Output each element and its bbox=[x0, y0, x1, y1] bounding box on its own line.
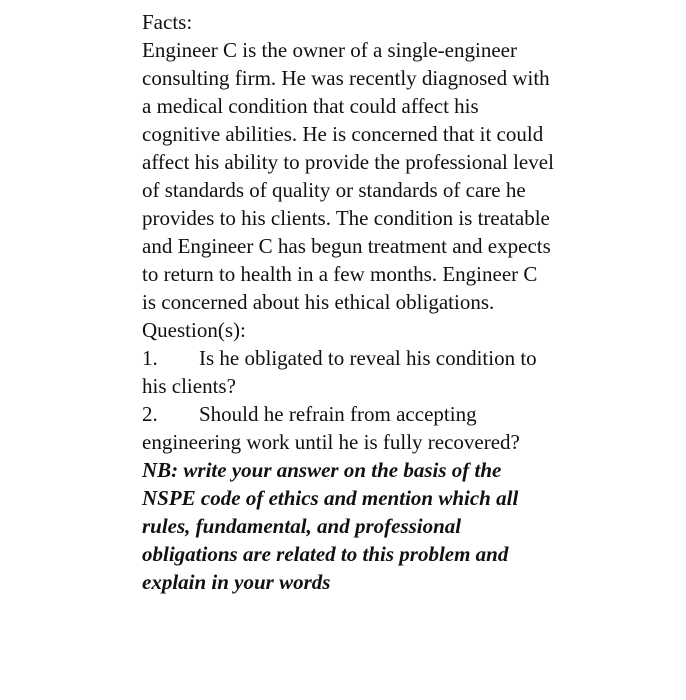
facts-paragraph bbox=[142, 36, 612, 316]
instruction-note bbox=[142, 456, 612, 596]
facts-line: provides to his clients. The condition is treatable bbox=[142, 206, 550, 230]
question-number: 2. bbox=[142, 402, 158, 426]
facts-line: and Engineer C has begun treatment and expects bbox=[142, 234, 551, 258]
note-line: rules, fundamental, and professional bbox=[142, 514, 462, 538]
question-text: Is he obligated to reveal his condition to bbox=[199, 346, 537, 370]
note-line: explain in your words bbox=[142, 570, 331, 594]
question-continuation: his clients? bbox=[142, 374, 236, 398]
question-2 bbox=[142, 400, 612, 456]
facts-line: a medical condition that could affect his bbox=[142, 94, 479, 118]
problem-statement bbox=[142, 8, 612, 596]
facts-line: cognitive abilities. He is concerned that it could bbox=[142, 122, 544, 146]
facts-line: affect his ability to provide the professional level bbox=[142, 150, 554, 174]
question-continuation: engineering work until he is fully recovered? bbox=[142, 430, 520, 454]
facts-heading: Facts: bbox=[142, 10, 193, 34]
note-line: NB: write your answer on the basis of the bbox=[142, 458, 502, 482]
facts-line: is concerned about his ethical obligations. bbox=[142, 290, 495, 314]
facts-line: Engineer C is the owner of a single-engineer bbox=[142, 38, 517, 62]
questions-heading: Question(s): bbox=[142, 318, 246, 342]
question-1 bbox=[142, 344, 612, 400]
facts-line: of standards of quality or standards of care he bbox=[142, 178, 526, 202]
note-line: obligations are related to this problem and bbox=[142, 542, 509, 566]
question-text: Should he refrain from accepting bbox=[199, 402, 477, 426]
question-number: 1. bbox=[142, 346, 158, 370]
note-line: NSPE code of ethics and mention which all bbox=[142, 486, 519, 510]
facts-line: consulting firm. He was recently diagnosed with bbox=[142, 66, 550, 90]
facts-line: to return to health in a few months. Engineer C bbox=[142, 262, 538, 286]
